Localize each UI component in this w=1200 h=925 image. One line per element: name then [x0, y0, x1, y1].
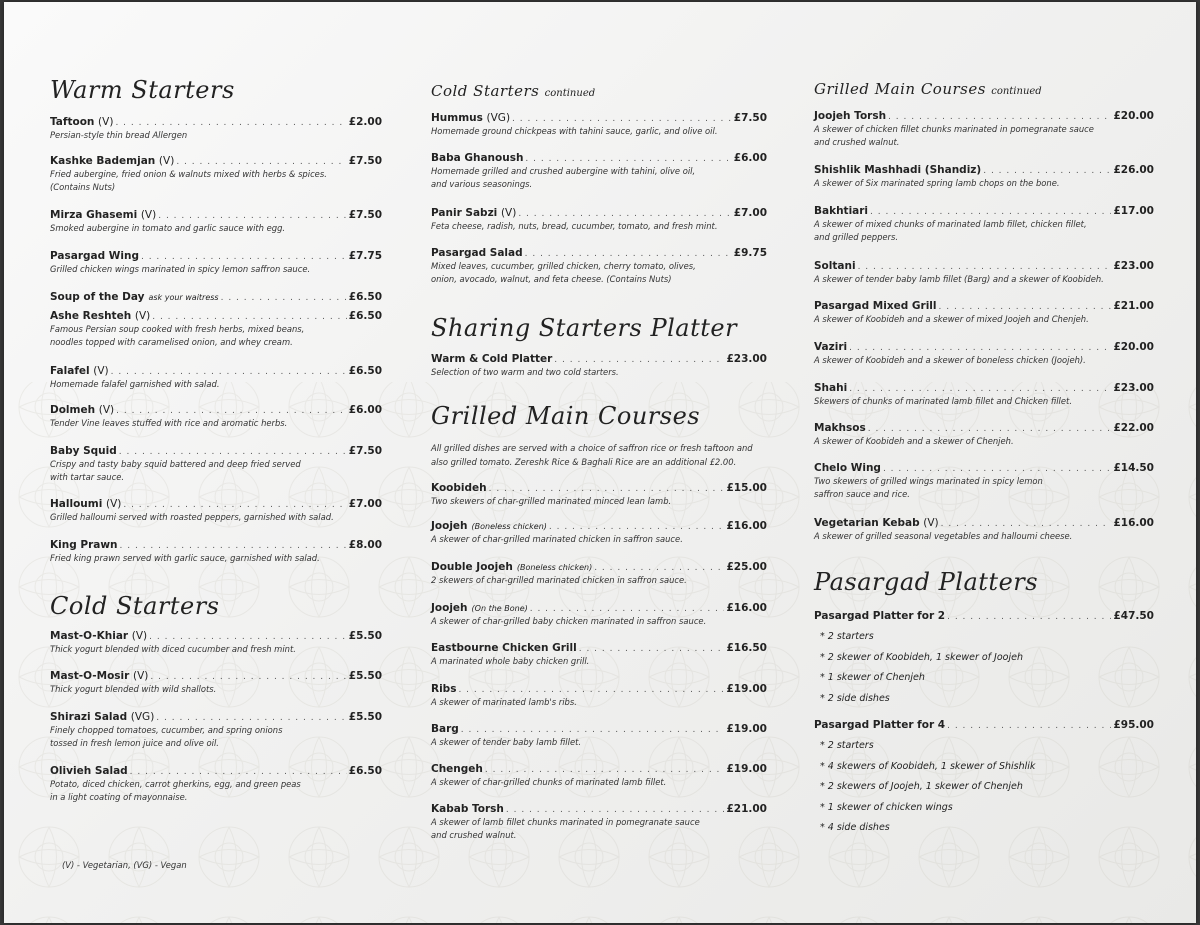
- item-name: Baby Squid: [50, 445, 117, 457]
- menu-item: [431, 561, 767, 587]
- item-price: £5.50: [348, 711, 382, 723]
- platter-4-bullet: * 1 skewer of chicken wings: [820, 802, 953, 813]
- dot-leader: [549, 522, 725, 532]
- dot-leader: [518, 209, 731, 219]
- dot-leader: [870, 207, 1111, 217]
- item-row: [50, 539, 382, 551]
- dot-leader: [221, 293, 347, 303]
- item-dietary-tag: (VG): [130, 711, 155, 723]
- item-row: [814, 382, 1154, 394]
- menu-item: [50, 250, 382, 276]
- item-name: King Prawn: [50, 539, 118, 551]
- item-price: £26.00: [1113, 164, 1154, 176]
- dot-leader: [525, 249, 732, 259]
- dot-leader: [458, 685, 724, 695]
- item-row: [431, 207, 767, 219]
- item-price: £95.00: [1113, 719, 1154, 731]
- item-dietary-tag: (V): [158, 155, 175, 167]
- dot-leader: [512, 114, 732, 124]
- item-price: £19.00: [726, 763, 767, 775]
- dot-leader: [983, 166, 1111, 176]
- item-dietary-tag: (VG): [486, 112, 511, 124]
- menu-item: [431, 683, 767, 709]
- dot-leader: [176, 157, 346, 167]
- item-row: [814, 110, 1154, 122]
- item-price: £7.75: [348, 250, 382, 262]
- menu-item: [431, 353, 767, 379]
- item-description: A skewer of char-grilled chunks of marinated lamb fillet.: [431, 777, 667, 787]
- item-description: 2 skewers of char-grilled marinated chicken in saffron sauce.: [431, 575, 687, 585]
- section-title-grilled-continued: [814, 80, 1042, 98]
- item-description: Grilled halloumi served with roasted peppers, garnished with salad.: [50, 512, 334, 522]
- menu-sheet: [4, 2, 1196, 923]
- menu-item: [50, 365, 382, 391]
- menu-item: [50, 116, 382, 142]
- item-name: Pasargad Mixed Grill: [814, 300, 937, 312]
- menu-item: [50, 155, 382, 194]
- item-price: £9.75: [733, 247, 767, 259]
- dot-leader: [888, 112, 1111, 122]
- cold-continued-title: Cold Starters: [431, 82, 540, 100]
- menu-item: [50, 711, 382, 750]
- continued-label: continued: [991, 86, 1042, 97]
- item-dietary-tag: (V): [133, 670, 149, 682]
- menu-item: [50, 539, 382, 565]
- item-dietary-tag: (V): [140, 209, 157, 221]
- dot-leader: [849, 384, 1111, 394]
- item-description: Two skewers of grilled wings marinated in spicy lemon saffron sauce and rice.: [814, 476, 1043, 499]
- menu-item: [431, 482, 767, 508]
- dot-leader: [115, 118, 346, 128]
- menu-item: [431, 247, 767, 286]
- dietary-footnote: (V) - Vegetarian, (VG) - Vegan: [62, 860, 187, 870]
- item-name: Chengeh: [431, 763, 483, 775]
- item-name: Vegetarian Kebab: [814, 517, 920, 529]
- dot-leader: [525, 154, 731, 164]
- section-title-cold-starters-continued: [431, 82, 595, 100]
- item-description: Potato, diced chicken, carrot gherkins, egg, and green peas in a light coating of mayonnaise.: [50, 779, 301, 802]
- item-dietary-tag: (V): [500, 207, 517, 219]
- item-name: Ashe Reshteh: [50, 310, 132, 322]
- item-description: A skewer of lamb fillet chunks marinated in pomegranate sauce and crushed walnut.: [431, 817, 700, 840]
- item-name: Kabab Torsh: [431, 803, 504, 815]
- item-row: [50, 310, 382, 322]
- item-name: Soltani: [814, 260, 856, 272]
- item-description: Homemade ground chickpeas with tahini sauce, garlic, and olive oil.: [431, 126, 718, 136]
- dot-leader: [939, 302, 1112, 312]
- item-row: [814, 260, 1154, 272]
- dot-leader: [123, 500, 346, 510]
- item-row: [50, 116, 382, 128]
- item-row: [431, 152, 767, 164]
- item-row: [814, 164, 1154, 176]
- item-row: [814, 517, 1154, 529]
- item-description: A skewer of char-grilled baby chicken marinated in saffron sauce.: [431, 616, 707, 626]
- item-name: Soup of the Day: [50, 291, 145, 303]
- item-description: Homemade falafel garnished with salad.: [50, 379, 220, 389]
- item-description: A skewer of tender baby lamb fillet (Barg) and a skewer of Koobideh.: [814, 274, 1104, 284]
- item-price: £7.00: [733, 207, 767, 219]
- item-name: Mast-O-Khiar: [50, 630, 129, 642]
- item-description: Two skewers of char-grilled marinated minced lean lamb.: [431, 496, 672, 506]
- menu-item: [431, 520, 767, 546]
- item-description: A skewer of tender baby lamb fillet.: [431, 737, 582, 747]
- item-row: [50, 630, 382, 642]
- item-name: Joojeh: [431, 520, 468, 532]
- menu-item: [814, 517, 1154, 543]
- item-price: £21.00: [726, 803, 767, 815]
- item-price: £6.50: [348, 291, 382, 303]
- item-price: £5.50: [348, 630, 382, 642]
- dot-leader: [461, 725, 725, 735]
- item-name: Pasargad Salad: [431, 247, 523, 259]
- item-row: [50, 209, 382, 221]
- item-description: A skewer of chicken fillet chunks marinated in pomegranate sauce and crushed walnut.: [814, 124, 1094, 147]
- item-name: Mast-O-Mosir: [50, 670, 130, 682]
- item-row: [431, 353, 767, 365]
- menu-item: [814, 164, 1154, 190]
- item-name: Mirza Ghasemi: [50, 209, 138, 221]
- item-note: (Boneless chicken): [516, 563, 593, 572]
- item-description: Persian-style thin bread Allergen: [50, 130, 188, 140]
- item-name: Shishlik Mashhadi (Shandiz): [814, 164, 982, 176]
- item-name: Makhsos: [814, 422, 866, 434]
- item-price: £6.00: [348, 404, 382, 416]
- item-name: Vaziri: [814, 341, 848, 353]
- menu-item: [50, 765, 382, 804]
- dot-leader: [594, 563, 724, 573]
- item-price: £8.00: [348, 539, 382, 551]
- item-price: £22.00: [1113, 422, 1154, 434]
- platter-2-bullet: * 2 starters: [820, 631, 874, 642]
- menu-item: [431, 602, 767, 628]
- platter-4-bullet: * 2 skewers of Joojeh, 1 skewer of Chenjeh: [820, 781, 1023, 792]
- item-price: £6.50: [348, 765, 382, 777]
- item-price: £6.50: [348, 365, 382, 377]
- item-row: [50, 291, 382, 303]
- item-row: [431, 112, 767, 124]
- menu-item: [814, 205, 1154, 244]
- dot-leader: [941, 519, 1112, 529]
- item-row: [50, 155, 382, 167]
- item-dietary-tag: (V): [923, 517, 939, 529]
- item-price: £25.00: [726, 561, 767, 573]
- menu-item: [431, 152, 767, 191]
- item-price: £7.50: [348, 209, 382, 221]
- item-price: £7.50: [348, 155, 382, 167]
- menu-item: [814, 341, 1154, 367]
- item-name: Chelo Wing: [814, 462, 881, 474]
- item-description: Skewers of chunks of marinated lamb fillet and Chicken fillet.: [814, 396, 1072, 406]
- item-name: Joojeh Torsh: [814, 110, 887, 122]
- item-description: Grilled chicken wings marinated in spicy lemon saffron sauce.: [50, 264, 311, 274]
- item-name: Halloumi: [50, 498, 103, 510]
- item-price: £16.50: [726, 642, 767, 654]
- item-name: Barg: [431, 723, 459, 735]
- item-row: [50, 670, 382, 682]
- item-row: [50, 765, 382, 777]
- item-dietary-tag: (V): [98, 404, 115, 416]
- menu-item: [50, 630, 382, 656]
- menu-item: [50, 670, 382, 696]
- dot-leader: [120, 541, 347, 551]
- item-name: Falafel: [50, 365, 90, 377]
- dot-leader: [554, 355, 724, 365]
- item-description: A skewer of marinated lamb's ribs.: [431, 697, 577, 707]
- grilled-continued-title: Grilled Main Courses: [814, 80, 986, 98]
- dot-leader: [152, 312, 347, 322]
- item-price: £5.50: [348, 670, 382, 682]
- menu-item: [431, 763, 767, 789]
- item-description: A skewer of Koobideh and a skewer of Chenjeh.: [814, 436, 1014, 446]
- menu-item: [50, 404, 382, 430]
- item-price: £20.00: [1113, 341, 1154, 353]
- menu-item: [431, 207, 767, 233]
- item-price: £16.00: [1113, 517, 1154, 529]
- grilled-intro: All grilled dishes are served with a choice of saffron rice or fresh taftoon and also grilled tomato. Zereshk Rice & Baghali Rice are an additional £2.00.: [431, 443, 753, 467]
- dot-leader: [119, 447, 347, 457]
- item-name: Dolmeh: [50, 404, 96, 416]
- item-description: Feta cheese, radish, nuts, bread, cucumber, tomato, and fresh mint.: [431, 221, 718, 231]
- item-row: [814, 462, 1154, 474]
- dot-leader: [158, 211, 347, 221]
- item-description: Fried aubergine, fried onion & walnuts mixed with herbs & spices. (Contains Nuts): [50, 169, 327, 192]
- item-description: Thick yogurt blended with wild shallots.: [50, 684, 217, 694]
- item-row: [814, 300, 1154, 312]
- item-price: £19.00: [726, 683, 767, 695]
- section-title-grilled-main: Grilled Main Courses: [431, 402, 701, 430]
- item-description: Finely chopped tomatoes, cucumber, and spring onions tossed in fresh lemon juice and olive oil.: [50, 725, 283, 748]
- item-price: £16.00: [726, 602, 767, 614]
- item-row: [50, 711, 382, 723]
- dot-leader: [141, 252, 347, 262]
- item-price: £23.00: [1113, 260, 1154, 272]
- item-name: Koobideh: [431, 482, 487, 494]
- item-description: Selection of two warm and two cold starters.: [431, 367, 619, 377]
- item-note: (Boneless chicken): [471, 522, 547, 531]
- section-title-cold-starters: Cold Starters: [50, 592, 220, 620]
- item-name: Shahi: [814, 382, 848, 394]
- item-row: [431, 520, 767, 532]
- dot-leader: [849, 343, 1111, 353]
- item-description: Mixed leaves, cucumber, grilled chicken, cherry tomato, olives, onion, avocado, walnut, and feta cheese. (Contains Nuts): [431, 261, 696, 284]
- item-description: Tender Vine leaves stuffed with rice and aromatic herbs.: [50, 418, 288, 428]
- platter-4-bullet: * 2 starters: [820, 740, 874, 751]
- item-name: Baba Ghanoush: [431, 152, 524, 164]
- menu-item: [814, 382, 1154, 408]
- item-description: A skewer of Six marinated spring lamb chops on the bone.: [814, 178, 1060, 188]
- platter-2-bullet: * 2 side dishes: [820, 693, 890, 704]
- item-price: £2.00: [348, 116, 382, 128]
- item-description: Thick yogurt blended with diced cucumber and fresh mint.: [50, 644, 296, 654]
- item-price: £15.00: [726, 482, 767, 494]
- platter-4-bullet: * 4 side dishes: [820, 822, 890, 833]
- item-row: [431, 763, 767, 775]
- item-row: [431, 683, 767, 695]
- item-description: A skewer of Koobideh and a skewer of boneless chicken (Joojeh).: [814, 355, 1086, 365]
- item-name: Ribs: [431, 683, 457, 695]
- platter-2-bullet: * 2 skewer of Koobideh, 1 skewer of Joojeh: [820, 652, 1023, 663]
- section-title-pasargad-platters: Pasargad Platters: [814, 568, 1039, 596]
- item-name: Double Joojeh: [431, 561, 513, 573]
- item-row: [431, 561, 767, 573]
- item-name: Warm & Cold Platter: [431, 353, 553, 365]
- item-name: Eastbourne Chicken Grill: [431, 642, 577, 654]
- dot-leader: [883, 464, 1112, 474]
- dot-leader: [116, 406, 347, 416]
- item-row: [814, 422, 1154, 434]
- item-row: [50, 365, 382, 377]
- item-dietary-tag: (V): [105, 498, 122, 510]
- menu-item: [50, 291, 382, 303]
- item-name: Bakhtiari: [814, 205, 869, 217]
- menu-item: [431, 642, 767, 668]
- dot-leader: [858, 262, 1112, 272]
- platter-for-4: [814, 719, 1154, 731]
- item-name: Pasargad Platter for 4: [814, 719, 946, 731]
- menu-item: [50, 445, 382, 484]
- item-row: [814, 341, 1154, 353]
- item-price: £23.00: [726, 353, 767, 365]
- item-name: Hummus: [431, 112, 483, 124]
- item-name: Panir Sabzi: [431, 207, 498, 219]
- menu-item: [814, 110, 1154, 149]
- item-price: £47.50: [1113, 610, 1154, 622]
- item-description: A skewer of mixed chunks of marinated lamb fillet, chicken fillet, and grilled peppers.: [814, 219, 1087, 242]
- dot-leader: [506, 805, 725, 815]
- item-name: Pasargad Wing: [50, 250, 139, 262]
- dot-leader: [489, 484, 725, 494]
- item-dietary-tag: (V): [98, 116, 114, 128]
- item-row: [431, 482, 767, 494]
- menu-item: [814, 462, 1154, 501]
- item-description: A skewer of char-grilled marinated chicken in saffron sauce.: [431, 534, 683, 544]
- menu-item: [50, 209, 382, 235]
- menu-item: [814, 260, 1154, 286]
- item-price: £6.50: [348, 310, 382, 322]
- menu-item: [431, 112, 767, 138]
- menu-item: [814, 422, 1154, 448]
- dot-leader: [149, 632, 347, 642]
- dot-leader: [947, 612, 1111, 622]
- menu-item: [50, 310, 382, 349]
- item-description: A marinated whole baby chicken grill.: [431, 656, 590, 666]
- item-price: £16.00: [726, 520, 767, 532]
- dot-leader: [156, 713, 346, 723]
- item-note: ask your waitress: [148, 293, 219, 302]
- item-description: A skewer of Koobideh and a skewer of mixed Joojeh and Chenjeh.: [814, 314, 1089, 324]
- item-price: £7.00: [348, 498, 382, 510]
- dot-leader: [111, 367, 347, 377]
- item-description: Crispy and tasty baby squid battered and deep fried served with tartar sauce.: [50, 459, 301, 482]
- menu-item: [431, 723, 767, 749]
- item-price: £7.50: [733, 112, 767, 124]
- item-description: Fried king prawn served with garlic sauce, garnished with salad.: [50, 553, 320, 563]
- platter-4-bullet: * 4 skewers of Koobideh, 1 skewer of Shishlik: [820, 761, 1036, 772]
- item-row: [431, 602, 767, 614]
- dot-leader: [868, 424, 1112, 434]
- dot-leader: [485, 765, 725, 775]
- item-row: [431, 803, 767, 815]
- menu-item: [50, 498, 382, 524]
- item-row: [50, 498, 382, 510]
- item-price: £19.00: [726, 723, 767, 735]
- item-row: [431, 642, 767, 654]
- item-price: £23.00: [1113, 382, 1154, 394]
- menu-item: [431, 803, 767, 842]
- item-row: [431, 247, 767, 259]
- item-name: Pasargad Platter for 2: [814, 610, 946, 622]
- dot-leader: [530, 604, 725, 614]
- item-dietary-tag: (V): [131, 630, 148, 642]
- item-price: £6.00: [733, 152, 767, 164]
- item-price: £7.50: [348, 445, 382, 457]
- platter-for-2: [814, 610, 1154, 622]
- dot-leader: [579, 644, 725, 654]
- dot-leader: [150, 672, 346, 682]
- item-description: A skewer of grilled seasonal vegetables and halloumi cheese.: [814, 531, 1073, 541]
- item-price: £17.00: [1113, 205, 1154, 217]
- item-name: Taftoon: [50, 116, 95, 128]
- dot-leader: [130, 767, 347, 777]
- section-title-warm-starters: Warm Starters: [50, 76, 235, 104]
- item-description: Homemade grilled and crushed aubergine with tahini, olive oil, and various seasonings.: [431, 166, 696, 189]
- item-price: £20.00: [1113, 110, 1154, 122]
- item-name: Joojeh: [431, 602, 468, 614]
- continued-label: continued: [544, 88, 596, 99]
- platter-2-bullet: * 1 skewer of Chenjeh: [820, 672, 925, 683]
- item-name: Shirazi Salad: [50, 711, 128, 723]
- item-dietary-tag: (V): [134, 310, 151, 322]
- item-row: [814, 205, 1154, 217]
- item-row: [50, 404, 382, 416]
- item-name: Olivieh Salad: [50, 765, 128, 777]
- menu-item: [814, 300, 1154, 326]
- item-price: £21.00: [1113, 300, 1154, 312]
- item-dietary-tag: (V): [93, 365, 109, 377]
- item-row: [431, 723, 767, 735]
- dot-leader: [947, 721, 1111, 731]
- section-title-sharing-platter: Sharing Starters Platter: [431, 314, 738, 342]
- item-row: [50, 445, 382, 457]
- item-description: Smoked aubergine in tomato and garlic sauce with egg.: [50, 223, 286, 233]
- item-description: Famous Persian soup cooked with fresh herbs, mixed beans, noodles topped with caramelised onion, and whey cream.: [50, 324, 305, 347]
- item-row: [50, 250, 382, 262]
- item-price: £14.50: [1113, 462, 1154, 474]
- item-note: (On the Bone): [471, 604, 528, 613]
- item-name: Kashke Bademjan: [50, 155, 156, 167]
